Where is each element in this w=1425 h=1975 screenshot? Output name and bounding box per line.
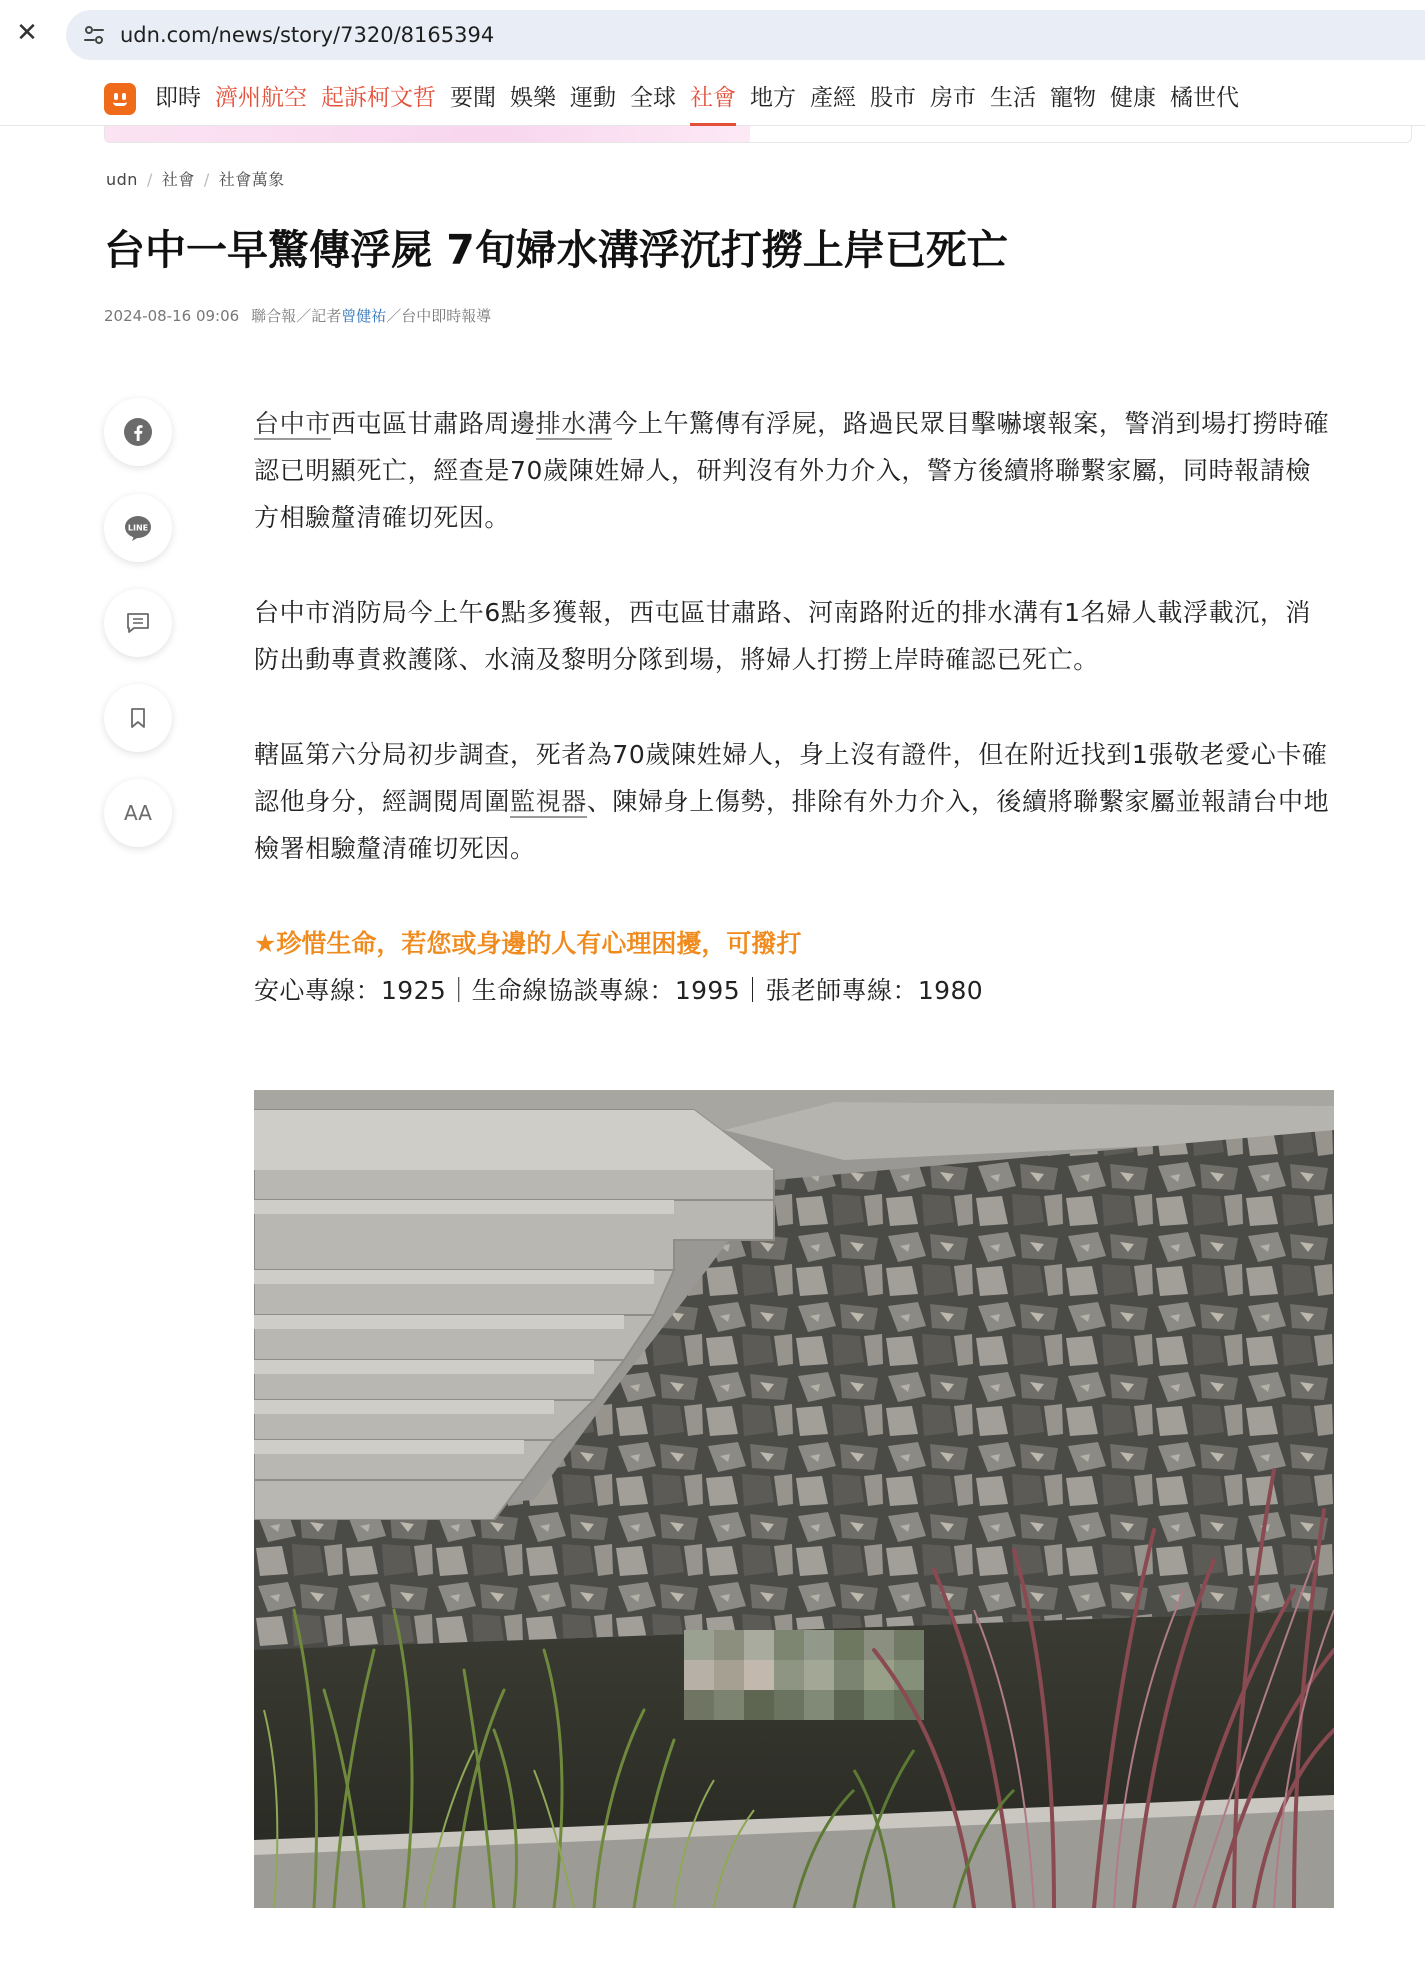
nav-item[interactable]: 寵物 [1050, 85, 1096, 111]
line-icon [123, 513, 153, 543]
report-type: 台中即時報導 [401, 307, 492, 325]
bookmark-button[interactable] [104, 684, 172, 752]
nav-item[interactable]: 產經 [810, 85, 856, 111]
close-icon[interactable]: ✕ [16, 18, 38, 48]
nav-item[interactable]: 健康 [1110, 85, 1156, 111]
udn-logo-icon[interactable] [104, 83, 136, 115]
article-source: 聯合報 [251, 307, 297, 325]
article-paragraph: 台中市消防局今上午6點多獲報，西屯區甘肅路、河南路附近的排水溝有1名婦人載浮載沉，消防出動專責救護隊、水湳及黎明分隊到場，將婦人打撈上岸時確認已死亡。 [254, 598, 1312, 674]
font-size-icon [121, 799, 155, 827]
breadcrumb-item[interactable]: udn [106, 170, 138, 189]
nav-item[interactable]: 地方 [750, 85, 796, 111]
nav-item[interactable]: 娛樂 [510, 85, 556, 111]
article-meta [104, 306, 491, 326]
svg-text:AA: AA [124, 801, 152, 825]
tune-icon[interactable] [82, 23, 106, 47]
svg-text:LINE: LINE [127, 523, 149, 533]
reporter-prefix: 記者 [311, 307, 342, 325]
breadcrumb-item[interactable]: 社會萬象 [218, 170, 285, 189]
article-paragraph [254, 400, 1334, 541]
keyword-link[interactable]: 台中市 [254, 409, 331, 438]
nav-item-active[interactable]: 社會 [683, 80, 743, 116]
nav-item[interactable]: 房市 [930, 85, 976, 111]
article-paragraph [254, 731, 1334, 872]
nav-item[interactable]: 起訴柯文哲 [321, 85, 436, 111]
meta-separator: ／ [386, 307, 402, 325]
line-share-button[interactable] [104, 494, 172, 562]
keyword-link[interactable]: 監視器 [510, 787, 587, 816]
keyword-link[interactable]: 排水溝 [535, 409, 613, 438]
comment-icon [125, 610, 151, 636]
nav-item[interactable]: 橘世代 [1170, 85, 1239, 111]
nav-item[interactable]: 要聞 [450, 85, 496, 111]
nav-item[interactable]: 即時 [155, 85, 201, 111]
breadcrumb-item[interactable]: 社會 [161, 170, 195, 189]
paragraph-text: 西屯區甘肅路周邊 [330, 409, 536, 438]
nav-item[interactable]: 運動 [570, 85, 616, 111]
hotline-numbers: 安心專線：1925｜生命線協談專線：1995｜張老師專線：1980 [254, 976, 984, 1005]
paragraph-text: 今上午驚傳有浮屍，路過民眾目擊嚇壞報案，警消到場打撈時確認已明顯死亡，經查是70歲陳姓婦人，研判沒有外力介入，警方後續將聯繫家屬，同時報請檢方相驗釐清確切死因。 [254, 409, 1330, 532]
facebook-share-button[interactable] [104, 398, 172, 466]
url-text[interactable]: udn.com/news/story/7320/8165394 [120, 23, 495, 47]
article-photo[interactable] [254, 1090, 1334, 1908]
breadcrumb: udn / 社會 / 社會萬象 [106, 170, 285, 189]
nav-item[interactable]: 股市 [870, 85, 916, 111]
ad-banner[interactable] [104, 126, 1412, 143]
paragraph-text: 、陳婦身上傷勢，排除有外力介入，後續將聯繫家屬並報請台中地檢署相驗釐清確切死因。 [254, 787, 1330, 863]
nav-menu [148, 80, 1246, 116]
nav-item[interactable]: 濟州航空 [215, 85, 307, 111]
article-title: 台中一早驚傳浮屍 7旬婦水溝浮沉打撈上岸已死亡 [104, 226, 1008, 274]
article-date: 2024-08-16 09:06 [104, 307, 240, 325]
paragraph-text: 轄區第六分局初步調查，死者為70歲陳姓婦人，身上沒有證件，但在附近找到1張敬老愛心卡確認他身分，經調閱周圍 [254, 740, 1328, 816]
nav-item[interactable]: 生活 [990, 85, 1036, 111]
comment-button[interactable] [104, 589, 172, 657]
bookmark-icon [127, 706, 149, 730]
reporter-link[interactable]: 曾健祐 [341, 307, 387, 325]
browser-toolbar [0, 0, 1425, 70]
site-nav [0, 70, 1425, 126]
hotline-heading: ★珍惜生命，若您或身邊的人有心理困擾，可撥打 [254, 929, 802, 958]
drainage-ditch-photo [254, 1090, 1334, 1908]
nav-item[interactable]: 全球 [630, 85, 676, 111]
font-size-button[interactable] [104, 779, 172, 847]
meta-separator: ／ [296, 307, 312, 325]
article-body [254, 400, 1334, 1014]
facebook-icon [123, 417, 153, 447]
